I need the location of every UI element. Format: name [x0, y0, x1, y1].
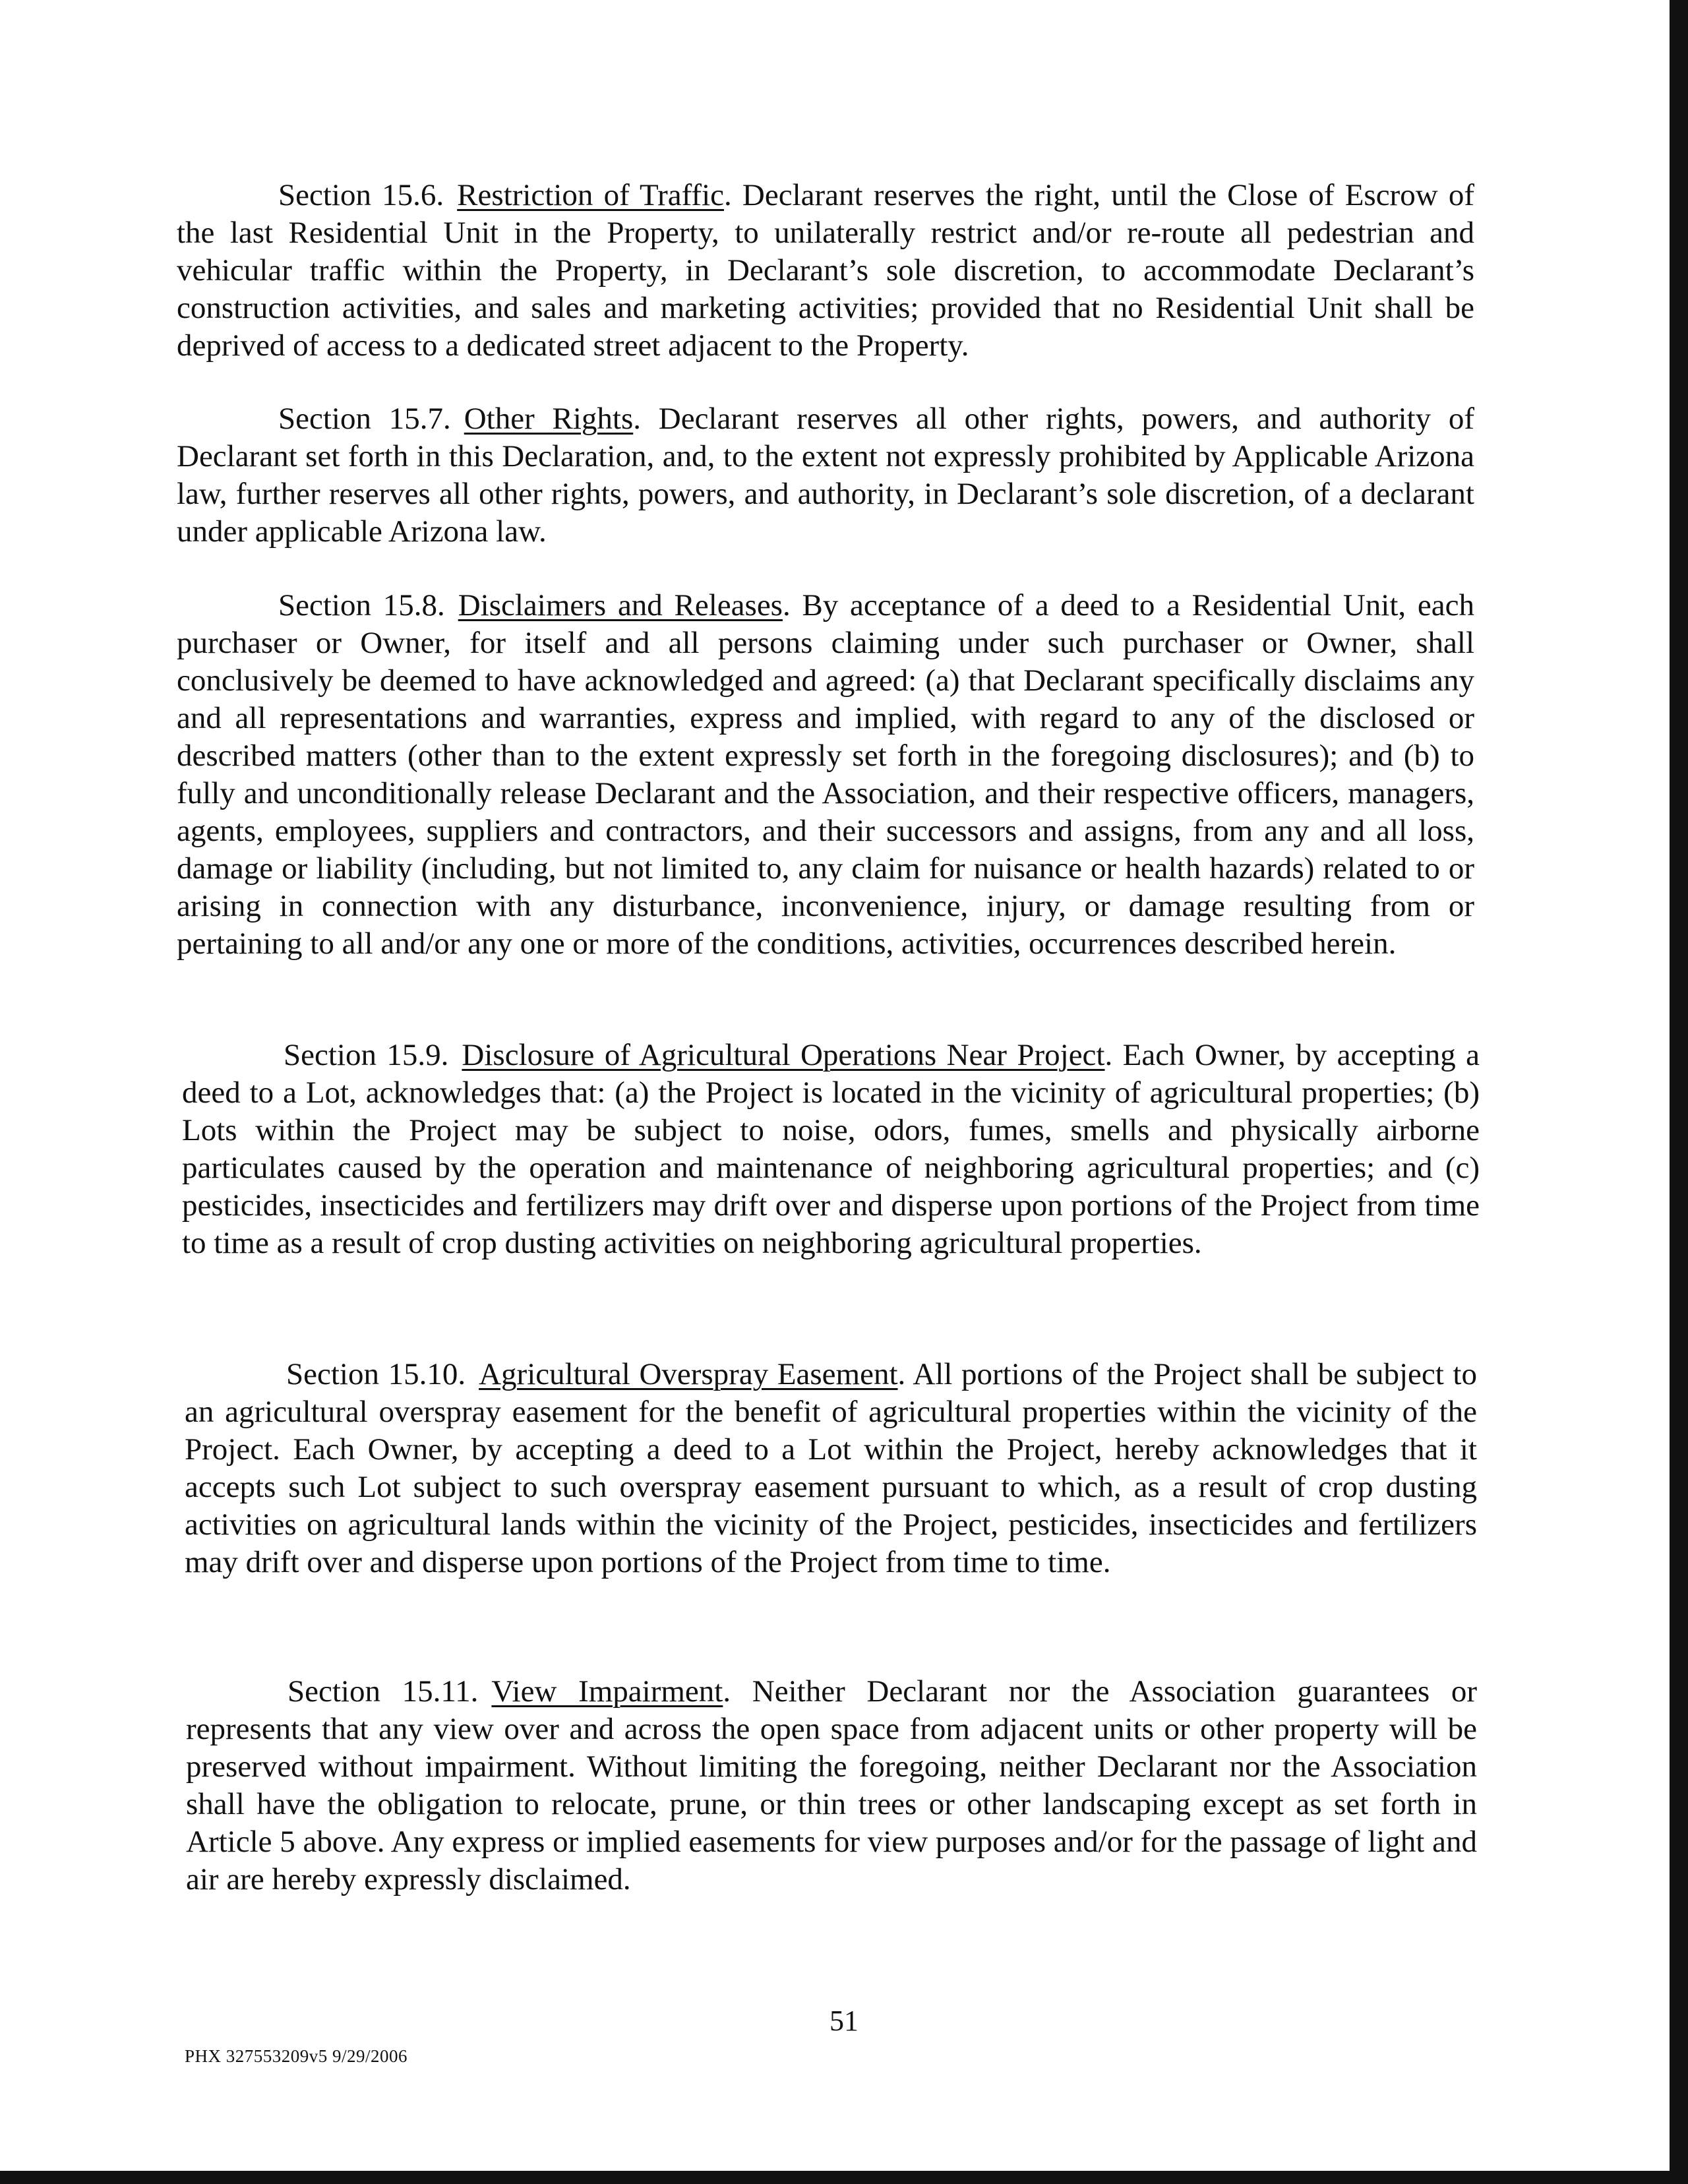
scan-border-right [1670, 0, 1688, 2184]
section-number: Section 15.11. [287, 1674, 479, 1709]
page-number: 51 [829, 2005, 859, 2037]
section-body: . Each Owner, by accepting a deed to a Lot, acknowledges that: (a) the Project is located in the vicinity of agricultural properties; (b) Lots within the Project may be subject to noise, odors, fumes, smells and physically airborne particulates caused by the operation and maintenance of neighboring agricultural properties; and (c) pesticides, insecticides and fertilizers may drift over and disperse upon portions of the Project from time to time as a result of crop dusting activities on neighboring agricultural properties. [182, 1038, 1480, 1260]
section-heading: Disclaimers and Releases [458, 588, 783, 622]
section-15-6 [177, 177, 1474, 365]
section-heading: View Impairment [491, 1674, 723, 1709]
section-15-7 [177, 400, 1474, 551]
section-number: Section 15.7. [278, 402, 451, 436]
section-body: . By acceptance of a deed to a Residential Unit, each purchaser or Owner, for itself and all persons claiming under such purchaser or Owner, shall conclusively be deemed to have acknowledged and agreed: (a) that Declarant specifically disclaims any and all representations and warranties, express and implied, with regard to any of the disclosed or described matters (other than to the extent expressly set forth in the foregoing disclosures); and (b) to fully and unconditionally release Declarant and the Association, and their respective officers, managers, agents, employees, suppliers and contractors, and their successors and assigns, from any and all loss, damage or liability (including, but not limited to, any claim for nuisance or health hazards) related to or arising in connection with any disturbance, inconvenience, injury, or damage resulting from or pertaining to all and/or any one or more of the conditions, activities, occurrences described herein. [177, 588, 1474, 961]
section-body: . Declarant reserves the right, until the Close of Escrow of the last Residential Unit in the Property, to unilaterally restrict and/or re-route all pedestrian and vehicular traffic within the Property, in Declarant’s sole discretion, to accommodate Declarant’s construction activities, and sales and marketing activities; provided that no Residential Unit shall be deprived of access to a dedicated street adjacent to the Property. [177, 178, 1474, 363]
section-heading: Agricultural Overspray Easement [479, 1357, 898, 1391]
section-heading: Other Rights [464, 402, 634, 436]
section-15-11 [186, 1673, 1477, 1898]
section-body: . All portions of the Project shall be subject to an agricultural overspray easement for the benefit of agricultural properties within the vicinity of the Project. Each Owner, by accepting a deed to a Lot within the Project, hereby acknowledges that it accepts such Lot subject to such overspray easement pursuant to which, as a result of crop dusting activities on agricultural lands within the vicinity of the Project, pesticides, insecticides and fertilizers may drift over and disperse upon portions of the Project from time to time. [185, 1357, 1477, 1579]
section-body: . Neither Declarant nor the Association guarantees or represents that any view over and across the open space from adjacent units or other property will be preserved without impairment. Without limiting the foregoing, neither Declarant nor the Association shall have the obligation to relocate, prune, or thin trees or other landscaping except as set forth in Article 5 above. Any express or implied easements for view purposes and/or for the passage of light and air are hereby expressly disclaimed. [186, 1674, 1477, 1896]
section-heading: Restriction of Traffic [457, 178, 724, 212]
section-number: Section 15.8. [278, 588, 445, 622]
section-15-9 [182, 1037, 1480, 1262]
document-id: PHX 327553209v5 9/29/2006 [185, 2046, 408, 2066]
section-number: Section 15.6. [278, 178, 444, 212]
section-number: Section 15.10. [286, 1357, 466, 1391]
section-body: . Declarant reserves all other rights, powers, and authority of Declarant set forth in this Declaration, and, to the extent not expressly prohibited by Applicable Arizona law, further reserves all other rights, powers, and authority, in Declarant’s sole discretion, of a declarant under applicable Arizona law. [177, 402, 1474, 549]
section-15-8 [177, 587, 1474, 963]
section-heading: Disclosure of Agricultural Operations Near Project [462, 1038, 1105, 1072]
scan-border-bottom [0, 2171, 1688, 2184]
section-15-10 [185, 1356, 1477, 1581]
section-number: Section 15.9. [284, 1038, 449, 1072]
